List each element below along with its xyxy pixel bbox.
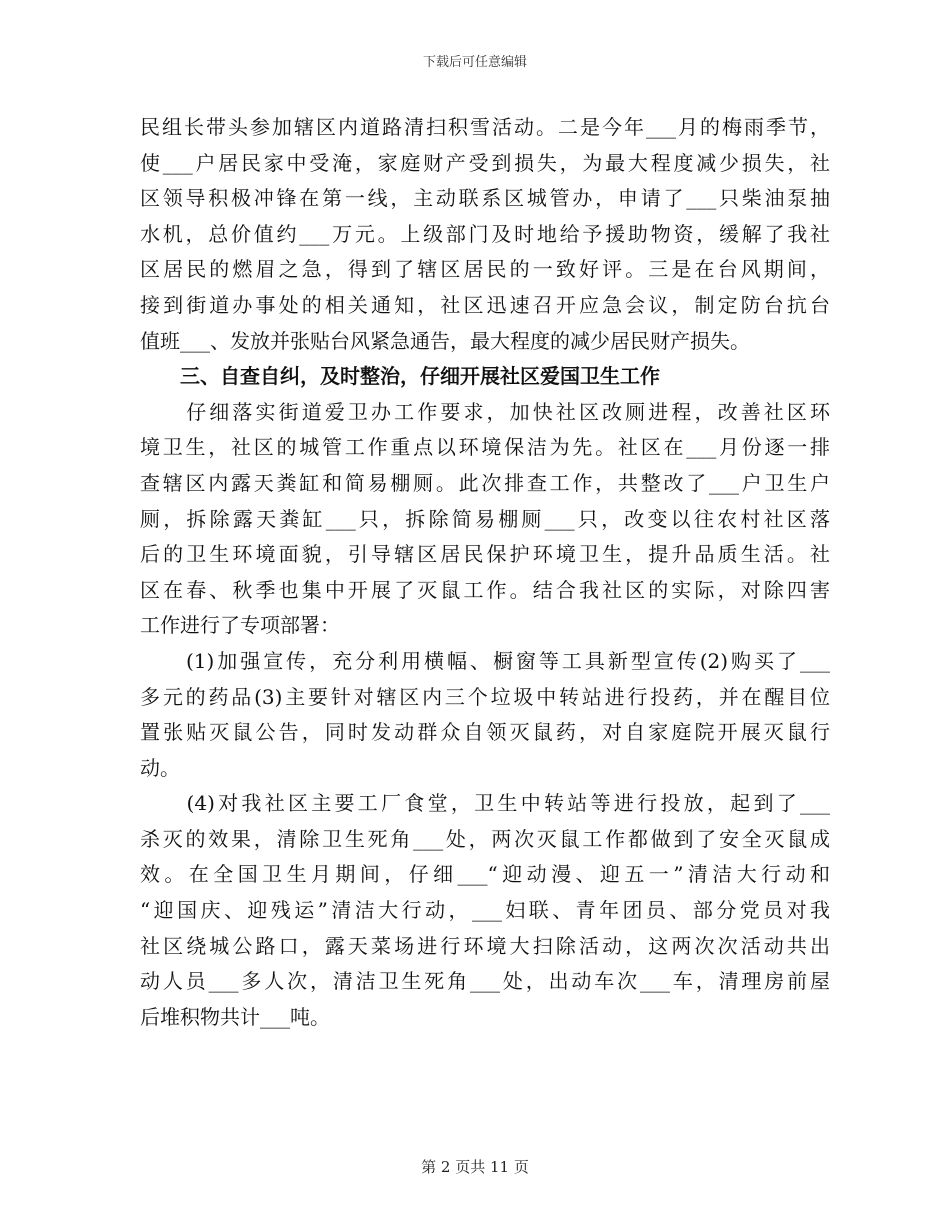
text-line: 查辖区内露天粪缸和简易棚厕。此次排查工作，共整改了___户卫生户 — [140, 470, 830, 495]
text-line: (4)对我社区主要工厂食堂，卫生中转站等进行投放，起到了___ — [140, 791, 830, 816]
text-line: 多元的药品(3)主要针对辖区内三个垃圾中转站进行投药，并在醒目位 — [140, 684, 830, 709]
text-line: 后的卫生环境面貌，引导辖区居民保护环境卫生，提升品质生活。社 — [140, 542, 830, 567]
text-line: 民组长带头参加辖区内道路清扫积雪活动。二是今年___月的梅雨季节， — [140, 115, 830, 139]
text-line: 厕，拆除露天粪缸___只，拆除简易棚厕___只，改变以往农村社区落 — [140, 506, 830, 531]
text-line: 工作进行了专项部署： — [140, 613, 340, 638]
text-line: 动。 — [140, 755, 180, 780]
text-line: 置张贴灭鼠公告，同时发动群众自领灭鼠药，对自家庭院开展灭鼠行 — [140, 720, 830, 745]
body-text — [140, 110, 830, 1035]
text-line: 值班___、发放并张贴台风紧急通告，最大程度的减少居民财产损失。 — [140, 328, 750, 353]
text-line: 效。在全国卫生月期间，仔细___“迎动漫、迎五一”清洁大行动和 — [140, 862, 830, 887]
text-line: 境卫生，社区的城管工作重点以环境保洁为先。社区在___月份逐一排 — [140, 435, 830, 460]
section-heading: 三、自查自纠，及时整治，仔细开展社区爱国卫生工作 — [140, 364, 660, 389]
page-footer: 第 2 页共 11 页 — [421, 1158, 529, 1176]
text-line: 使___户居民家中受淹，家庭财产受到损失，为最大程度减少损失，社 — [140, 150, 830, 175]
text-line: 社区绕城公路口，露天菜场进行环境大扫除活动，这两次次活动共出 — [140, 933, 830, 958]
text-line: 接到街道办事处的相关通知，社区迅速召开应急会议，制定防台抗台 — [140, 292, 830, 317]
text-line: “迎国庆、迎残运”清洁大行动，___妇联、青年团员、部分党员对我 — [140, 898, 830, 923]
text-line: 水机，总价值约___万元。上级部门及时地给予援助物资，缓解了我社 — [140, 221, 830, 246]
text-line: (1)加强宣传，充分利用横幅、橱窗等工具新型宣传(2)购买了___ — [140, 648, 830, 673]
text-line: 区居民的燃眉之急，得到了辖区居民的一致好评。三是在台风期间， — [140, 257, 830, 282]
page-header: 下载后可任意编辑 — [422, 55, 527, 70]
text-line: 区在春、秋季也集中开展了灭鼠工作。结合我社区的实际，对除四害 — [140, 577, 830, 602]
text-line: 区领导积极冲锋在第一线，主动联系区城管办，申请了___只柴油泵抽 — [140, 186, 830, 211]
text-line: 动人员___多人次，清洁卫生死角___处，出动车次___车，清理房前屋 — [140, 969, 830, 994]
text-line: 后堆积物共计___吨。 — [140, 1004, 330, 1029]
text-line: 仔细落实街道爱卫办工作要求，加快社区改厕进程，改善社区环 — [140, 399, 830, 424]
text-line: 杀灭的效果，清除卫生死角___处，两次灭鼠工作都做到了安全灭鼠成 — [140, 826, 830, 851]
